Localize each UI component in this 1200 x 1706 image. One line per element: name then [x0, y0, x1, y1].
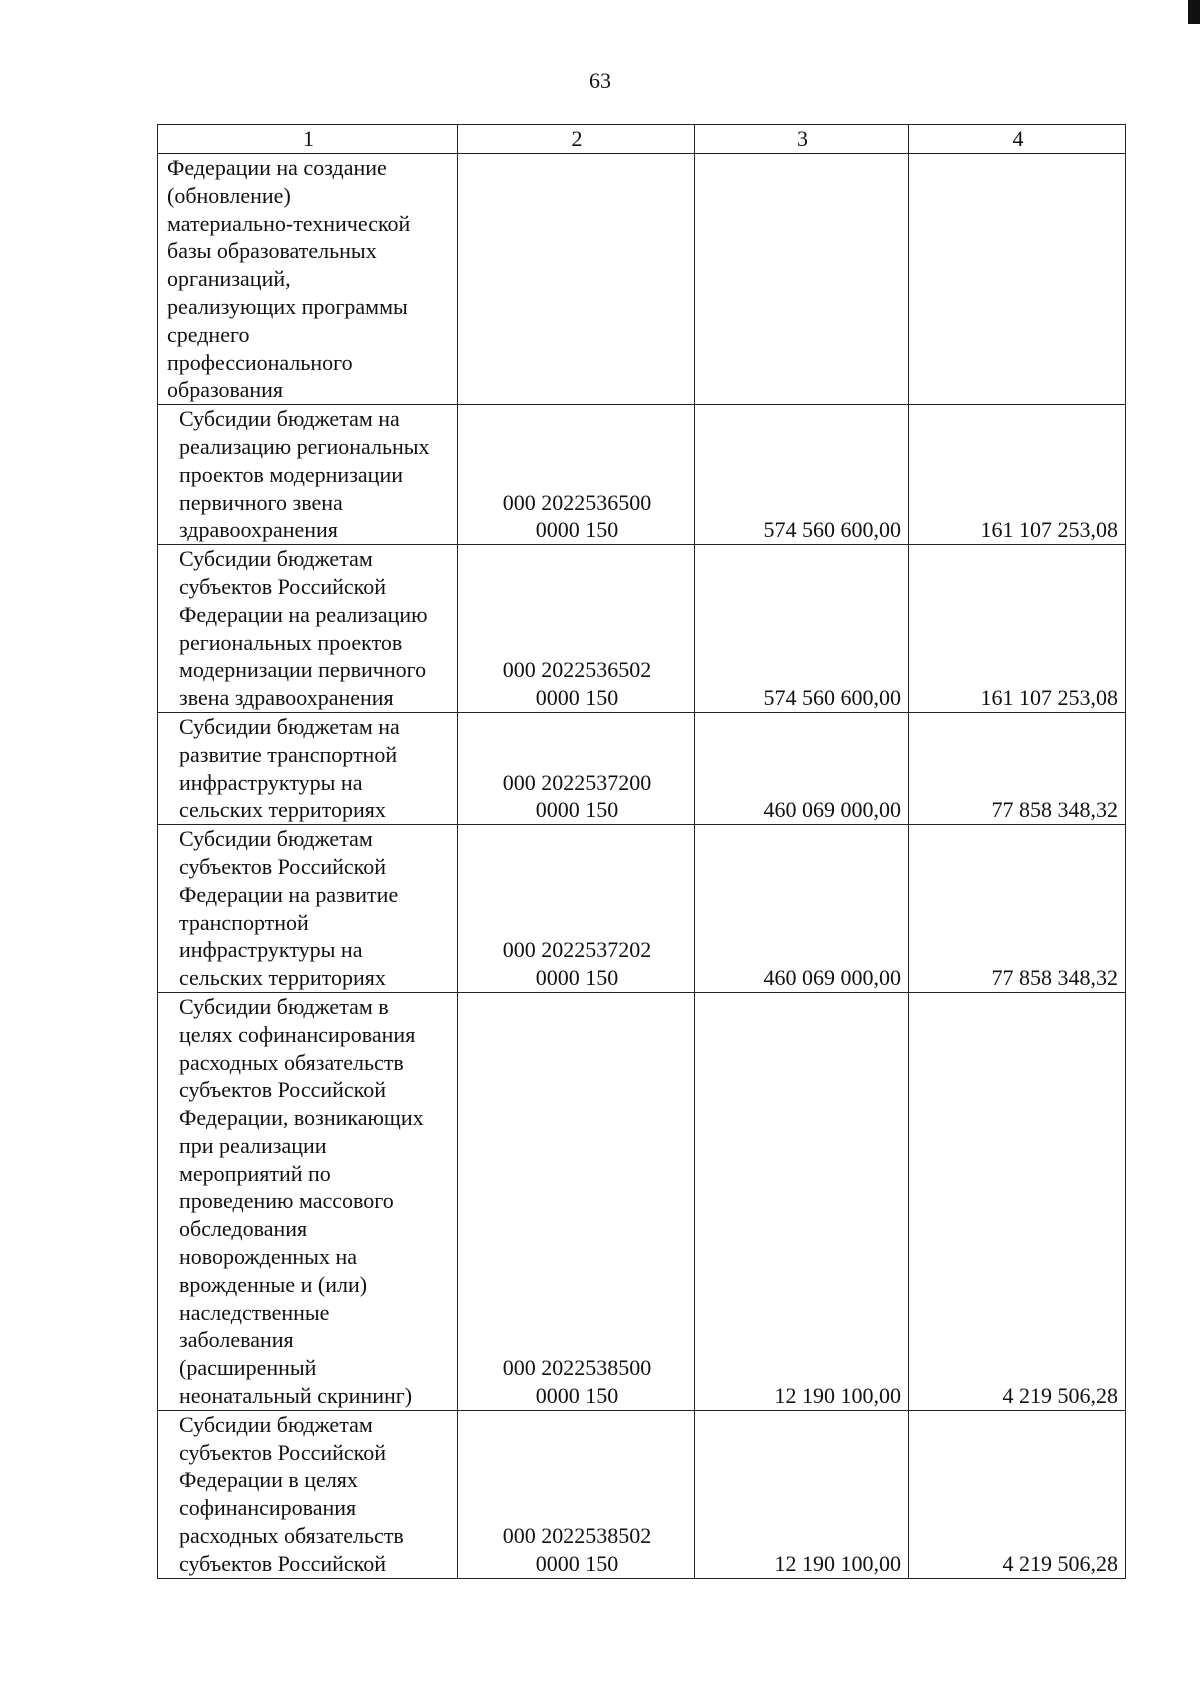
row-amount-plan: 460 069 000,00: [695, 825, 909, 993]
row-amount-fact: 4 219 506,28: [909, 1410, 1126, 1578]
row-code-line: 000 2022536500: [502, 489, 652, 515]
row-name-line: Федерации, возникающих: [179, 1105, 424, 1131]
row-name-line: базы образовательных: [167, 238, 377, 264]
row-code-line: 000 2022538500: [502, 1355, 652, 1381]
row-code-cell: [458, 405, 695, 545]
scan-corner-mark: [1188, 0, 1200, 24]
row-name-line: реализацию региональных: [179, 433, 430, 459]
row-name-line: Федерации на создание: [167, 155, 387, 180]
row-name-line: врожденные и (или): [179, 1271, 368, 1297]
row-name-line: субъектов Российской: [179, 1077, 387, 1103]
row-name-line: Субсидии бюджетам в: [179, 993, 389, 1019]
row-code-cell: [458, 992, 695, 1410]
row-name-line: целях софинансирования: [179, 1021, 416, 1047]
row-amount-fact: 161 107 253,08: [909, 545, 1126, 713]
row-code-line: 000 2022537200: [502, 769, 652, 795]
row-name-line: модернизации первичного: [179, 657, 427, 683]
row-name-line: софинансирования: [179, 1495, 357, 1521]
row-name-line: профессионального: [167, 349, 353, 375]
row-code-line: 000 2022538502: [502, 1523, 652, 1549]
row-name-line: наследственные: [179, 1299, 330, 1325]
row-amount-fact: 77 858 348,32: [909, 825, 1126, 993]
row-amount-plan: 460 069 000,00: [695, 712, 909, 824]
row-name-line: Субсидии бюджетам на: [179, 713, 400, 739]
row-name-line: проектов модернизации: [179, 461, 403, 487]
row-code-line: 0000 150: [535, 685, 619, 711]
table-row: [158, 992, 1126, 1410]
row-name-line: Федерации на реализацию: [179, 601, 428, 627]
row-name-line: инфраструктуры на: [179, 769, 363, 795]
row-name-line: здравоохранения: [179, 517, 338, 543]
row-code-line: 000 2022536502: [502, 657, 652, 683]
column-header-3: 3: [695, 125, 909, 154]
table-row: [158, 154, 1126, 405]
row-code-line: 0000 150: [535, 965, 619, 991]
table-row: [158, 1410, 1126, 1578]
budget-table: [157, 124, 1126, 1579]
row-code-cell: [458, 1410, 695, 1578]
row-name-line: субъектов Российской: [179, 853, 387, 879]
column-header-2: 2: [458, 125, 695, 154]
row-name-line: звена здравоохранения: [179, 685, 394, 711]
table-row: [158, 405, 1126, 545]
row-name-line: сельских территориях: [179, 797, 386, 823]
table-body: [158, 154, 1126, 1579]
row-code-line: 0000 150: [535, 1383, 619, 1409]
row-amount-fact: 77 858 348,32: [909, 712, 1126, 824]
row-code-line: 000 2022537202: [502, 937, 652, 963]
row-code-line: 0000 150: [535, 1550, 619, 1576]
row-code-cell: [458, 545, 695, 713]
row-code-cell: [458, 712, 695, 824]
row-name-line: при реализации: [179, 1132, 327, 1158]
page-number: 63: [589, 68, 611, 93]
row-name-line: заболевания: [179, 1327, 294, 1353]
row-amount-plan: 574 560 600,00: [695, 545, 909, 713]
table-header-row: [158, 125, 1126, 154]
row-name-line: (расширенный: [179, 1355, 317, 1381]
row-code-cell: [458, 154, 695, 405]
row-name-line: расходных обязательств: [179, 1049, 404, 1075]
row-name-cell: [158, 825, 458, 993]
row-name-cell: [158, 545, 458, 713]
row-name-line: мероприятий по: [179, 1160, 331, 1186]
row-name-cell: [158, 154, 458, 405]
row-name-line: Федерации на развитие: [179, 881, 399, 907]
row-name-line: материально-технической: [167, 210, 411, 236]
row-name-line: Субсидии бюджетам: [179, 546, 373, 572]
table-row: [158, 712, 1126, 824]
row-name-line: реализующих программы: [167, 293, 408, 319]
row-code-line: 0000 150: [535, 517, 619, 543]
table-row: [158, 825, 1126, 993]
table-row: [158, 545, 1126, 713]
row-amount-plan: 12 190 100,00: [695, 1410, 909, 1578]
row-name-line: транспортной: [179, 909, 309, 935]
row-name-line: Субсидии бюджетам: [179, 826, 373, 852]
row-name-line: сельских территориях: [179, 965, 386, 991]
row-amount-fact: [909, 154, 1126, 405]
row-code-line: 0000 150: [535, 797, 619, 823]
row-name-cell: [158, 1410, 458, 1578]
row-amount-fact: 4 219 506,28: [909, 992, 1126, 1410]
row-name-cell: [158, 992, 458, 1410]
row-code-cell: [458, 825, 695, 993]
row-name-line: Субсидии бюджетам на: [179, 406, 400, 432]
row-name-line: новорожденных на: [179, 1244, 357, 1270]
row-name-line: развитие транспортной: [179, 741, 398, 767]
row-name-line: Субсидии бюджетам: [179, 1411, 373, 1437]
row-name-line: обследования: [179, 1216, 308, 1242]
row-name-line: первичного звена: [179, 489, 343, 515]
row-amount-plan: 574 560 600,00: [695, 405, 909, 545]
row-name-line: субъектов Российской: [179, 1550, 387, 1576]
row-name-line: неонатальный скрининг): [179, 1383, 413, 1409]
row-name-line: инфраструктуры на: [179, 937, 363, 963]
row-name-cell: [158, 405, 458, 545]
row-name-line: организаций,: [167, 266, 291, 292]
row-name-line: субъектов Российской: [179, 573, 387, 599]
column-header-4: 4: [909, 125, 1126, 154]
row-name-line: субъектов Российской: [179, 1439, 387, 1465]
row-name-line: (обновление): [167, 182, 291, 208]
row-amount-plan: 12 190 100,00: [695, 992, 909, 1410]
row-name-line: проведению массового: [179, 1188, 394, 1214]
row-name-line: образования: [167, 377, 284, 403]
row-name-line: региональных проектов: [179, 629, 403, 655]
row-name-line: Федерации в целях: [179, 1467, 358, 1493]
row-amount-plan: [695, 154, 909, 405]
row-amount-fact: 161 107 253,08: [909, 405, 1126, 545]
row-name-cell: [158, 712, 458, 824]
row-name-line: среднего: [167, 321, 250, 347]
column-header-1: 1: [158, 125, 458, 154]
row-name-line: расходных обязательств: [179, 1523, 404, 1549]
